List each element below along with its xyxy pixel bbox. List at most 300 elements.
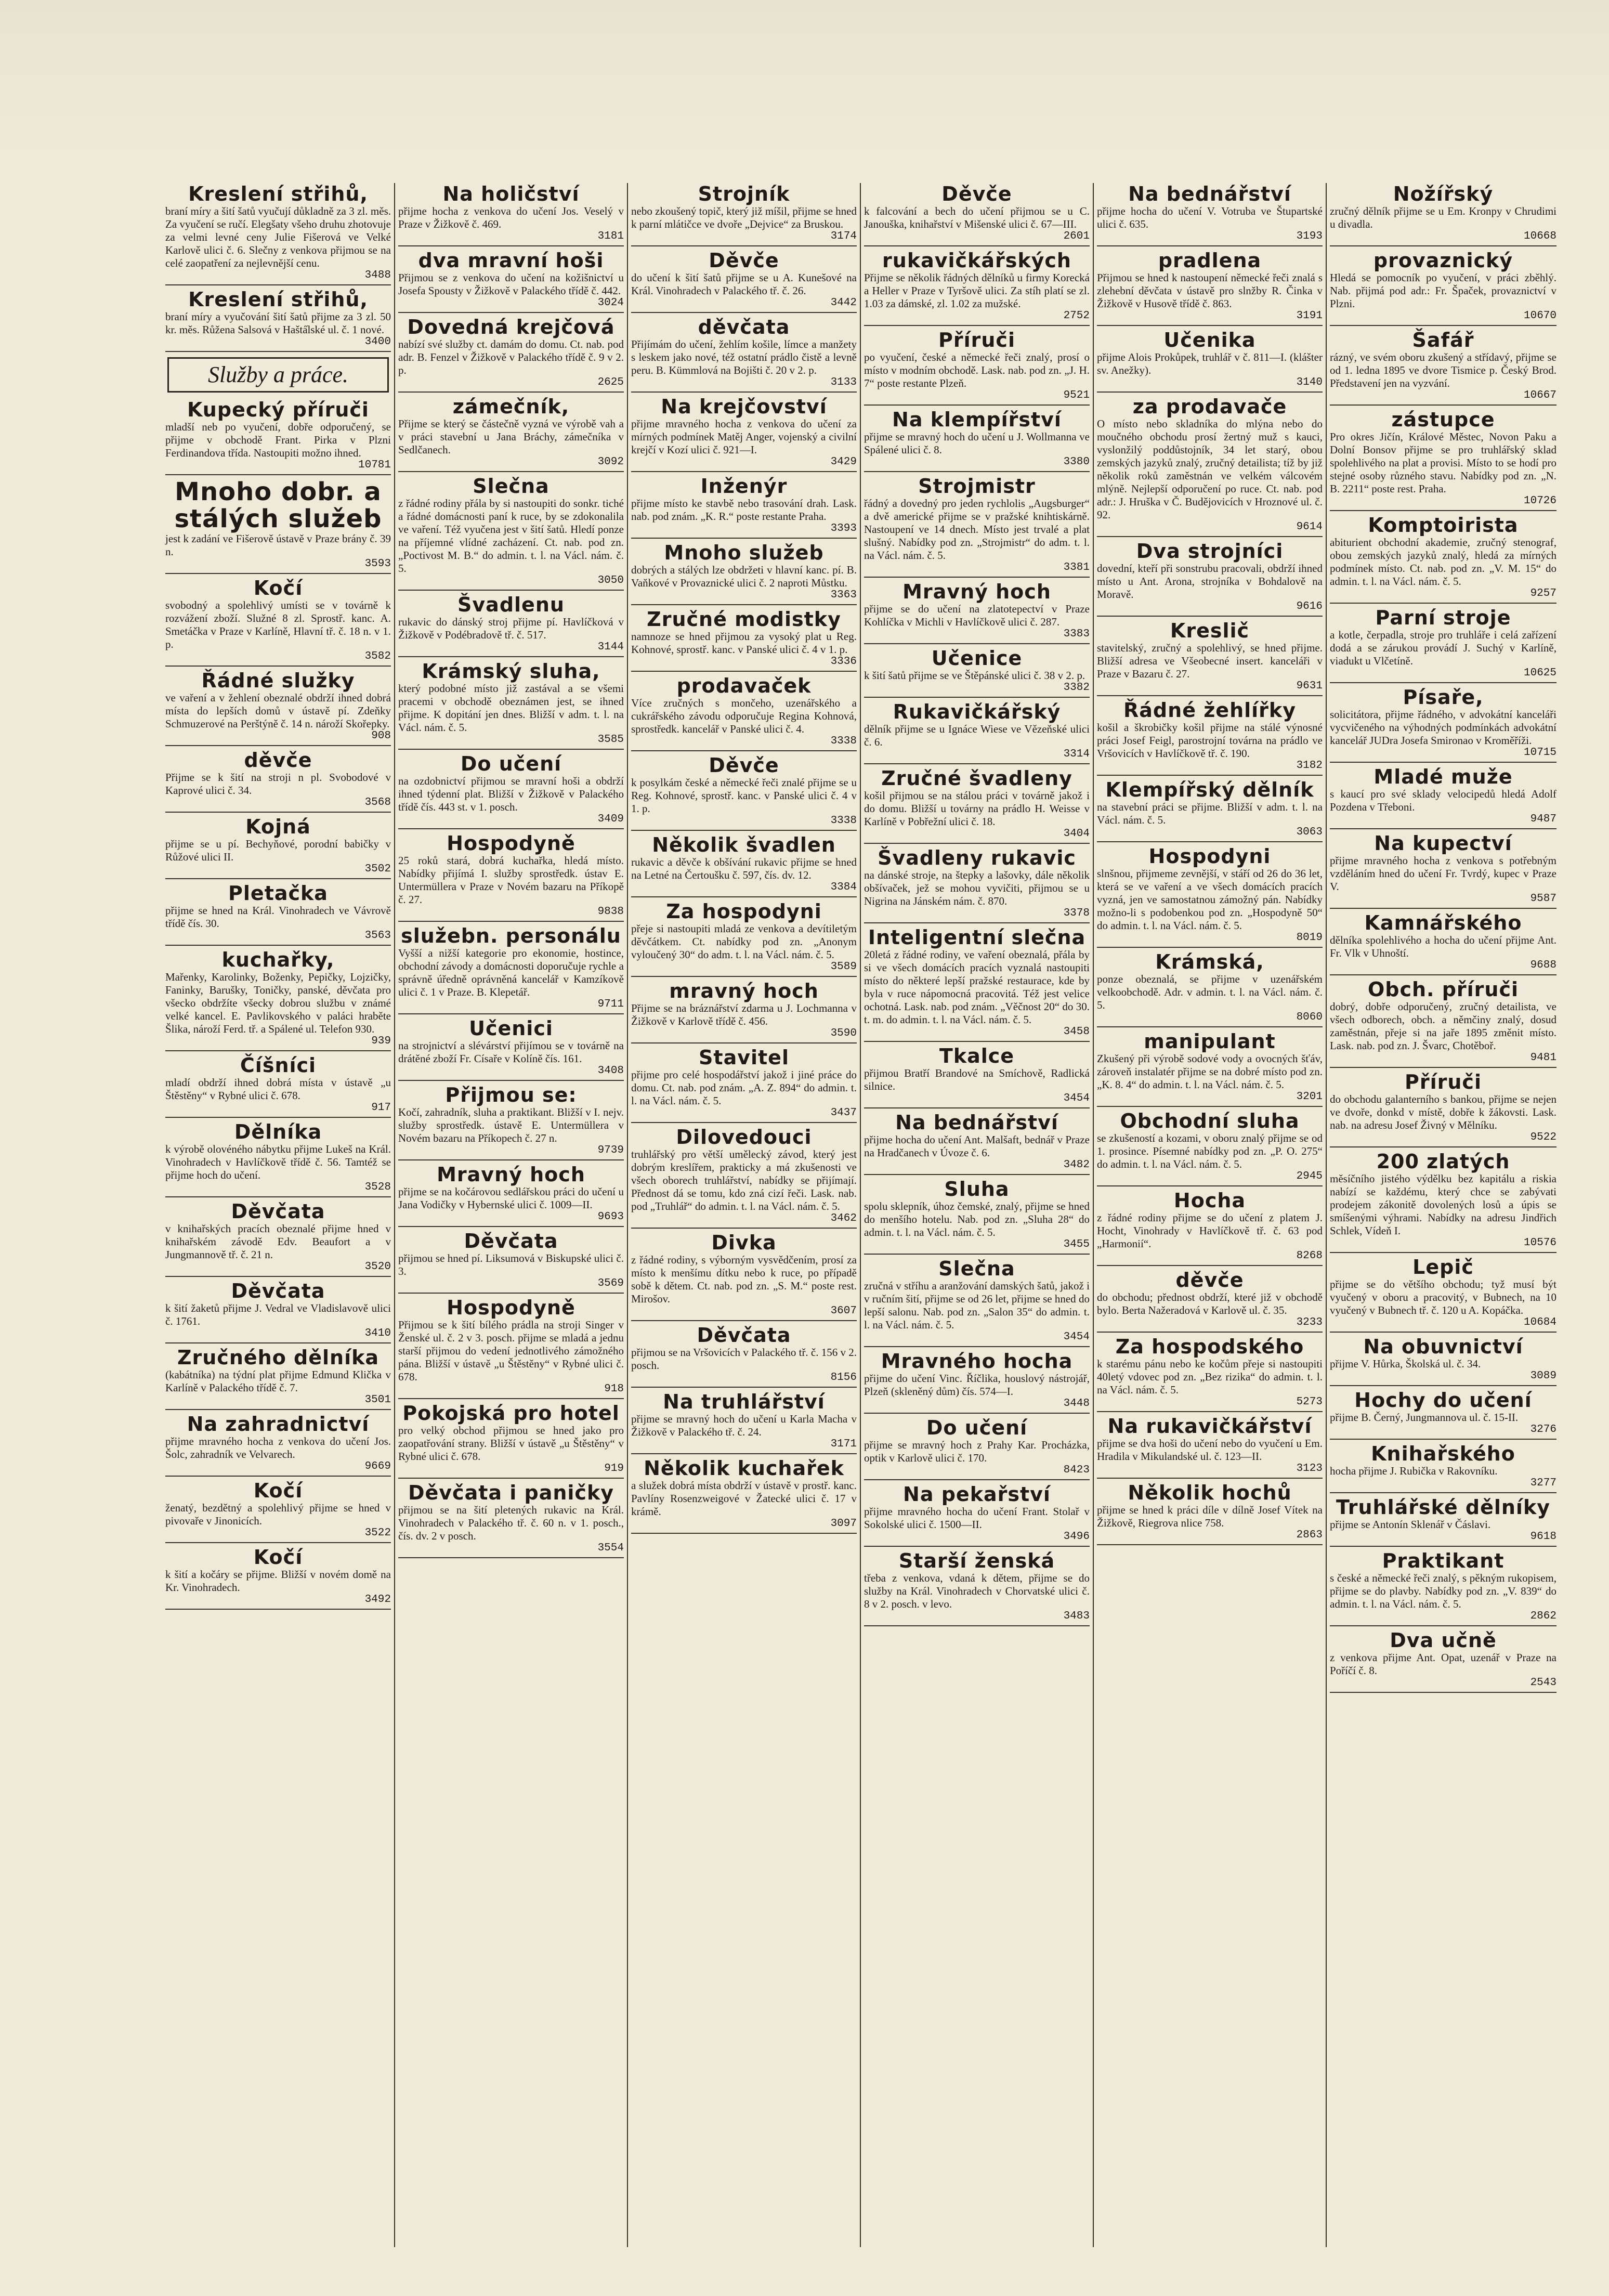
ad-title: Komptoirista	[1368, 514, 1519, 537]
ad-title: Na bednářství	[1128, 183, 1291, 205]
ad-number: 3393	[830, 523, 857, 534]
classified-ad	[1330, 607, 1556, 683]
ad-body: hocha přijme J. Rubička v Rakovníku.	[1330, 1465, 1498, 1477]
ad-number: 10726	[1523, 495, 1556, 507]
ad-title: Kupecký příruči	[187, 398, 369, 421]
ad-number: 3338	[830, 815, 857, 827]
classified-ad	[1097, 1482, 1323, 1545]
classified-ad	[864, 329, 1090, 406]
ad-title: Kreslení střihů,	[188, 183, 368, 205]
ad-number: 9257	[1530, 588, 1556, 599]
ad-title: služebn. personálu	[401, 924, 621, 947]
ad-title: Zručného dělníka	[177, 1346, 380, 1369]
ad-number: 9521	[1063, 389, 1090, 401]
ad-title: Několik hochů	[1128, 1481, 1292, 1504]
classified-ad	[398, 1297, 624, 1399]
ad-number: 2862	[1530, 1610, 1556, 1622]
ad-title: Krámský sluha,	[422, 660, 600, 683]
classified-ad	[1097, 329, 1323, 393]
ad-body: Vyšší a nižší kategorie pro ekonomie, hostince, obchodní závody a domácnosti doporučuje rychle a správně úředně oprávněná kancelář v Kamzíkově ulici č. 1 v Praze. B. Klepetář.	[398, 947, 624, 998]
ad-number: 3563	[364, 930, 391, 942]
ad-number: 9616	[1296, 601, 1323, 612]
ad-title: Řádné služky	[201, 669, 355, 692]
ad-body: přijme se do většího obchodu; tyž musí být vyučený v oboru a pracovitý, v Bubnech, na 10 vyučený v Bubnech tř. č. 120 u A. Kopáčka.	[1330, 1278, 1556, 1316]
ad-title: Na pekařství	[903, 1483, 1051, 1506]
ad-body: Zkušený při výrobě sodové vody a ovocných šťáv, zároveň instalatér přijme se na dobré místo pod zn. „K. 8. 4“ do admin. t. l. na Václ. nám. č. 5.	[1097, 1052, 1323, 1091]
classified-ad	[864, 1258, 1090, 1347]
classified-ad	[1330, 1151, 1556, 1253]
classified-ad	[398, 1017, 624, 1081]
ad-body: třeba z venkova, vdaná k dětem, přijme se do služby na Král. Vinohradech v Chorvatské ulici č. 8 v 2. posch. v levo.	[864, 1572, 1090, 1610]
classified-ad	[165, 816, 391, 879]
ad-body: přijme se Antonín Sklenář v Čáslavi.	[1330, 1518, 1491, 1531]
classified-ad	[1097, 1269, 1323, 1333]
ad-title: Řádné žehlířky	[1123, 699, 1296, 722]
ad-body: přijme hocha do učení V. Votruba ve Štupartské ulici č. 635.	[1097, 205, 1323, 230]
ad-body: k šití a kočáry se přijme. Bližší v novém domě na Kr. Vinohradech.	[165, 1568, 391, 1594]
classified-ad	[165, 1546, 391, 1610]
ad-title: Kamnářského	[1364, 911, 1522, 934]
ad-number: 8423	[1063, 1464, 1090, 1476]
classified-ad	[165, 670, 391, 746]
ad-body: košil a škrobičky košil přijme na stálé výnosné práci Josef Feigl, parostrojní továrna na prádlo ve Vršovicích v Havlíčkově tř. č. 190.	[1097, 721, 1323, 760]
ad-title: Děvčata i paničky	[408, 1481, 614, 1504]
ad-body: nebo zkoušený topič, který již míšil, přijme se hned k parní mlátičce ve dvoře „Dejvice“ za Bruskou.	[631, 205, 857, 230]
ad-title: Zručné švadleny	[881, 767, 1072, 790]
classified-ad	[1330, 1336, 1556, 1386]
classified-ad	[1330, 1389, 1556, 1440]
classified-ad	[1330, 1071, 1556, 1147]
ad-body: Přijme se několik řádných dělníků u firmy Korecká a Heller v Praze v Tyršově ulici. Za stíh platí se zl. 1.03 za dámské, zl. 1.02 za mužské.	[864, 271, 1090, 310]
ad-number: 3408	[597, 1065, 624, 1077]
classified-ad	[1097, 1030, 1323, 1107]
ad-body: přijme V. Hůrka, Školská ul. č. 34.	[1330, 1358, 1481, 1370]
ad-number: 3336	[830, 656, 857, 668]
ad-number: 2945	[1296, 1170, 1323, 1182]
ad-body: solicitátora, přijme řádného, v advokátní kanceláři vycvičeného na výhodných podmínkách advokátní kancelář JUDra Josefa Smironao v Kroměříži.	[1330, 708, 1556, 747]
ad-body: dělník přijme se u Ignáce Wiese ve Vězeňské ulici č. 6.	[864, 723, 1090, 748]
ad-number: 3448	[1063, 1398, 1090, 1410]
ad-number: 3140	[1296, 376, 1323, 388]
ad-title: Obchodní sluha	[1120, 1110, 1300, 1132]
classified-ad	[631, 1391, 857, 1454]
ad-body: přijme se mravný hoch do učení u J. Wollmanna ve Spálené ulici č. 8.	[864, 430, 1090, 456]
ad-title: Kočí	[253, 1479, 303, 1502]
ad-title: Lepič	[1412, 1256, 1474, 1279]
classified-ad	[864, 927, 1090, 1042]
classified-ad	[1330, 912, 1556, 975]
ad-body: přijme hocha z venkova do učení Jos. Veselý v Praze v Žižkově č. 469.	[398, 205, 624, 230]
ad-body: slnšnou, přijmeme zevnější, v stáří od 26 do 36 let, která se ve vaření a ve všech domácích pracích vyzná, jen ve samostatnou zámožný pán. Nabídky možno-li s podobenkou pod zn. „Hospodyně 50“ do admin. t. l. na Václ. nám. č. 5.	[1097, 867, 1323, 932]
classified-ad	[631, 1324, 857, 1388]
classified-ad	[1097, 540, 1323, 617]
ad-body: přijmou Bratří Brandové na Smíchově, Radlická silnice.	[864, 1067, 1090, 1092]
ad-number: 3462	[830, 1212, 857, 1224]
ad-number: 3277	[1530, 1477, 1556, 1489]
ad-body: rázný, ve svém oboru zkušený a střídavý, přijme se od 1. ledna 1895 ve dvore Tismice p. Český Brod. Představení jen na vyzvání.	[1330, 351, 1556, 389]
classified-ad	[1097, 1336, 1323, 1412]
ad-body: s kaucí pro své sklady velocipedů hledá Adolf Pozdena v Třeboni.	[1330, 788, 1556, 813]
ad-body: pro velký obchod přijmou se hned jako pro zaopatřování strany. Bližší v ústavě „u Štěstěny“ v Rybné ulici č. 678.	[398, 1424, 624, 1463]
ad-title: Dva strojníci	[1136, 540, 1284, 563]
ad-number: 10684	[1523, 1316, 1556, 1328]
ad-title: Učenice	[931, 647, 1023, 670]
ad-number: 9739	[597, 1144, 624, 1156]
ad-body: přijme se na kočárovou sedlářskou práci do učení u Jana Vodičky v Hybernské ulici č. 1009—II.	[398, 1185, 624, 1211]
ad-title: Děvčata	[464, 1230, 558, 1253]
classified-ad	[1097, 396, 1323, 537]
classified-ad	[631, 980, 857, 1043]
ad-number: 3502	[364, 863, 391, 875]
ad-title: za prodavače	[1132, 395, 1287, 418]
classified-ad	[631, 1232, 857, 1321]
ad-number: 9522	[1530, 1131, 1556, 1143]
classified-ad	[1330, 686, 1556, 763]
ad-body: Přijmou se z venkova do učení na kožišnictví u Josefa Spousty v Žižkově v Palackého třídě č. 442.	[398, 271, 624, 297]
ad-number: 3191	[1296, 310, 1323, 322]
ad-number: 9688	[1530, 959, 1556, 971]
classified-ad	[398, 1084, 624, 1160]
ad-body: svobodný a spolehlivý umísti se v továrně k rozvážení zboží. Služné 8 zl. Sprostř. kanc. A. Smetáčka v Praze v Karlíně, Hlavní tř. č. 18 n. v 1. p.	[165, 599, 391, 650]
classified-ad	[1330, 979, 1556, 1068]
ad-body: k šití žaketů přijme J. Vedral ve Vladislavově ulici č. 1761.	[165, 1302, 391, 1327]
classified-ad	[165, 1121, 391, 1197]
ad-title: Slečna	[938, 1257, 1015, 1280]
ad-title: Pokojská pro hotel	[402, 1402, 620, 1425]
ad-title: Truhlářské dělníky	[1336, 1496, 1550, 1519]
classified-ad	[631, 475, 857, 539]
column-1	[162, 183, 395, 2247]
ad-title: Hochy do učení	[1354, 1389, 1532, 1412]
ad-number: 3171	[830, 1438, 857, 1450]
ad-title: Příruči	[1405, 1071, 1482, 1093]
ad-number: 917	[371, 1102, 391, 1114]
ad-number: 3496	[1063, 1531, 1090, 1543]
ad-body: Přijme se který se částečně vyzná ve výrobě vah a v práci stavební u Jana Bráchy, zámečníka v Sedlčanech.	[398, 418, 624, 456]
classified-ad	[864, 701, 1090, 764]
ad-body: abiturient obchodní akademie, zručný stenograf, obou zemských jazyků znalý, hledá za mírných podmínek místo. Ct. nab. pod zn. „V. M. 15“ do admin. t. l. na Václ. nám. č. 5.	[1330, 536, 1556, 588]
ad-title: manipulant	[1144, 1030, 1276, 1053]
classified-ad	[864, 581, 1090, 644]
ad-body: který podobné místo již zastával a se všemi pracemi v obchodě obeznámen jest, se ihned přijme. K dopitání jen dnes. Bližší v adm. t. l. na Václ. nám. č. 5.	[398, 682, 624, 734]
ad-number: 3458	[1063, 1026, 1090, 1038]
ad-number: 3410	[364, 1327, 391, 1339]
classified-ad	[864, 1178, 1090, 1255]
classified-ad	[864, 1550, 1090, 1626]
ad-body: řádný a dovedný pro jeden rychlolis „Augsburger“ a dvě americké přijme se v pražské knihtiskárně. Nastoupení ve 14 dnech. Místo jest trvalé a plat slušný. Nabídky pod zn. „Strojmistr“ do adm. t. l. na Václ. nám. č. 5.	[864, 497, 1090, 562]
classified-ad	[864, 767, 1090, 844]
classified-ad	[1097, 620, 1323, 696]
ad-number: 3181	[597, 230, 624, 242]
ad-body: dovední, kteří při sonstrubu pracovali, obdrží ihned místo u Ant. Arona, strojníka v Bohdalově na Moravě.	[1097, 562, 1323, 601]
ad-number: 2601	[1063, 230, 1090, 242]
ad-body: přijme místo ke stavbě nebo trasování drah. Lask. nab. pod znám. „K. R.“ poste restante Praha.	[631, 497, 857, 523]
ad-body: Přijímám do učení, žehlím košile, límce a manžety s leskem jako nové, též ostatní prádlo čistě a levně peru. B. Kümmlová na Bojišti č. 20 v 2. p.	[631, 338, 857, 376]
classified-ad	[398, 1230, 624, 1294]
ad-title: děvčata	[698, 316, 790, 338]
ad-title: zámečník,	[452, 395, 570, 418]
classified-ad	[398, 925, 624, 1014]
ad-number: 9669	[364, 1460, 391, 1472]
classified-ad	[1097, 699, 1323, 776]
ad-body: s české a německé řeči znalý, s pěkným rukopisem, přijme se do plavby. Nabídky pod zn. „V. 839“ do admin. t. l. na Václ. nám. č. 5.	[1330, 1572, 1556, 1610]
classified-ad	[631, 396, 857, 472]
ad-title: Rukavičkářský	[893, 700, 1061, 723]
ad-title: Přijmou se:	[445, 1084, 577, 1106]
ad-body: nabízí své služby ct. damám do domu. Ct. nab. pod adr. B. Fenzel v Žižkově v Palackého třídě č. 9 v 2. p.	[398, 338, 624, 376]
ad-title: Na krejčovství	[661, 395, 827, 418]
ad-number: 9693	[597, 1211, 624, 1223]
ad-number: 8156	[830, 1372, 857, 1384]
ad-body: zručná v stříhu a aranžování damských šatů, jakož i v ručním šití, přijme se od 26 let, přijme se hned do lepší salonu. Nab. pod zn. „Salon 35“ do admin. t. l. na Václ. nám. č. 5.	[864, 1280, 1090, 1331]
ad-number: 3483	[1063, 1610, 1090, 1622]
ad-number: 3050	[597, 575, 624, 586]
ad-number: 908	[371, 730, 391, 742]
classified-ad	[398, 1164, 624, 1227]
ad-title: Knihařského	[1371, 1442, 1515, 1465]
ad-body: k posylkám české a německé řeči znalé přijme se u Reg. Kohnové, sprostř. kanc. v Panské ulici č. 4 v 1. p.	[631, 776, 857, 815]
ad-number: 3590	[830, 1027, 857, 1039]
ad-number: 3568	[364, 797, 391, 808]
ad-body: přijme se hned na Král. Vinohradech ve Vávrově třídě čís. 30.	[165, 904, 391, 930]
ad-body: přijme B. Černý, Jungmannova ul. č. 15-II.	[1330, 1411, 1519, 1424]
ad-body: se zkušeností a kozami, v oboru znalý přijme se od 1. prosince. Písemné nabídky pod zn. „P. O. 275“ do admin. t. l. na Václ. nám. č. 5.	[1097, 1132, 1323, 1170]
ad-title: Na bednářství	[895, 1111, 1058, 1134]
ad-number: 3554	[597, 1542, 624, 1554]
ad-number: 3528	[364, 1181, 391, 1193]
classified-ad	[864, 1112, 1090, 1175]
ad-body: rukavic a děvče k obšívání rukavic přijme se hned na Letné na Čertoušku č. 597, čís. dv. 12.	[631, 856, 857, 881]
classified-ad	[631, 250, 857, 313]
ad-title: Krámská,	[1155, 950, 1264, 973]
ad-body: Přijme se k šití na stroji n pl. Svobodové v Kaprové ulici č. 34.	[165, 771, 391, 797]
ad-number: 3593	[364, 558, 391, 570]
ad-title: Děvče	[709, 249, 779, 272]
classified-ad	[165, 749, 391, 813]
classified-ad	[398, 250, 624, 313]
ad-number: 8060	[1296, 1011, 1323, 1023]
classified-ad	[864, 409, 1090, 472]
ad-number: 3437	[830, 1107, 857, 1119]
ad-body: braní míry a vyučování šití šatů přijme za 3 zl. 50 kr. měs. Růžena Salsová v Hašta̋lské ul. č. 1 nové.	[165, 310, 391, 336]
ad-title: Mravného hocha	[881, 1350, 1073, 1373]
ad-body: přijme se dva hoši do učení nebo do vyučení u Em. Hradila v Mikulandské ul. č. 123—II.	[1097, 1437, 1323, 1463]
ad-title: Mnoho služeb	[664, 541, 824, 564]
ad-title: Učenici	[469, 1017, 553, 1040]
ad-number: 3201	[1296, 1091, 1323, 1103]
ad-number: 2752	[1063, 310, 1090, 322]
classified-ad	[1330, 1496, 1556, 1547]
ad-body: přijme mravného hocha z venkova do učení Jos. Šolc, zahradník ve Velvarech.	[165, 1435, 391, 1460]
classified-ad	[864, 250, 1090, 326]
ad-body: namnoze se hned přijmou za vysoký plat u Reg. Kohnové, sprostř. kanc. v Panské ulici č. 4 v 1. p.	[631, 630, 857, 656]
classified-ad	[1097, 183, 1323, 246]
classified-ad	[1330, 832, 1556, 909]
ad-body: z řádné rodiny, s výborným vysvědčením, prosí za místo k menšímu dítku nebo k ruce, po případě sobě k dětem. Ct. nab. pod zn. „S. M.“ poste rest. Mirošov.	[631, 1254, 857, 1305]
ad-body: do obchodu galanterního s bankou, přijme se nejen ve dvoře, donkd v místě, dobře k žákovsti. Lask. nab. na adresu Josef Živný v Mělníku.	[1330, 1093, 1556, 1131]
ad-title: Na kupectví	[1374, 832, 1512, 855]
ad-number: 3144	[597, 641, 624, 653]
ad-number: 2625	[597, 376, 624, 388]
ad-number: 3454	[1063, 1331, 1090, 1343]
classified-ad	[1097, 1190, 1323, 1266]
ad-number: 919	[604, 1463, 624, 1475]
classified-ad	[398, 183, 624, 246]
ad-title: Na holičství	[442, 183, 580, 205]
ad-number: 3233	[1296, 1316, 1323, 1328]
classified-ad	[165, 1347, 391, 1410]
ad-title: Hospodyni	[1148, 845, 1271, 868]
ad-title: Švadleny rukavic	[878, 846, 1076, 869]
ad-number: 3520	[364, 1261, 391, 1273]
classified-ad	[631, 1457, 857, 1534]
ad-body: po vyučení, české a německé řeči znalý, prosí o místo v modním obchodě. Lask. nab. pod zn. „J. H. 7“ poste restante Plzeň.	[864, 351, 1090, 389]
ad-title: Klempířský dělník	[1105, 778, 1314, 801]
ad-title: Mravný hoch	[902, 580, 1051, 603]
ad-title: Příruči	[938, 329, 1015, 351]
ad-title: Zručné modistky	[647, 608, 841, 631]
classified-ad	[1097, 779, 1323, 842]
ad-title: Starší ženská	[898, 1549, 1055, 1572]
ad-number: 918	[604, 1383, 624, 1395]
classified-ad	[1330, 329, 1556, 406]
ad-number: 5273	[1296, 1396, 1323, 1408]
ad-number: 3314	[1063, 748, 1090, 760]
ad-title: Hocha	[1173, 1189, 1246, 1212]
ad-number: 8268	[1296, 1250, 1323, 1262]
ad-title: Děvčata	[231, 1200, 325, 1223]
ad-title: kuchařky,	[221, 948, 335, 971]
ad-body: 25 roků stará, dobrá kuchařka, hledá místo. Nabídky přijímá I. služby sprostředk. ústav E. Untermüllera v Praze v Novém bazaru na Příkopě č. 27.	[398, 854, 624, 906]
ad-title: Na truhlářství	[663, 1390, 825, 1413]
ad-number: 9618	[1530, 1531, 1556, 1543]
ad-body: v knihařských pracích obeznalé přijme hned v knihařském závodě Edv. Beaufort a v Jungmannově tř. č. 21 n.	[165, 1222, 391, 1261]
ad-body: ponze obeznalá, se přijme v uzenářském velkoobchodě. Adr. v admin. t. l. na Václ. nám. č. 5.	[1097, 973, 1323, 1011]
ad-number: 10670	[1523, 310, 1556, 322]
ad-number: 8019	[1296, 932, 1323, 944]
ad-number: 3442	[830, 297, 857, 309]
classified-ad	[398, 1402, 624, 1479]
ad-body: ženatý, bezdětný a spolehlivý přijme se hned v pivovaře v Jinonicích.	[165, 1502, 391, 1527]
classified-ad	[165, 577, 391, 667]
ad-number: 3380	[1063, 456, 1090, 468]
classified-ad	[631, 608, 857, 672]
ad-number: 3455	[1063, 1238, 1090, 1250]
ad-title: Na klempířství	[892, 408, 1062, 431]
ad-body: jest k zadání ve Fišerově ústavě v Praze brány č. 39 n.	[165, 532, 391, 558]
classified-ad	[1330, 514, 1556, 604]
classified-ad	[165, 1413, 391, 1477]
ad-body: dobrý, dobře odporučený, zručný detailista, ve všech odborech, obch. a němčiny znalý, dosud zaměstnán, přeje si na jaře 1895 změnit místo. Lask. nab. pod zn. J. Švarc, Chotěboř.	[1330, 1000, 1556, 1052]
ad-body: z řádné rodiny přijme se do učení z platem J. Hocht, Vinohrady v Havlíčkově tř. č. 63 pod „Harmonií“.	[1097, 1211, 1323, 1250]
ad-title: Číšníci	[240, 1054, 317, 1077]
ad-number: 10667	[1523, 389, 1556, 401]
ad-title: mravný hoch	[669, 980, 819, 1002]
classified-ad	[1097, 1415, 1323, 1479]
ad-body: rukavic do dánský stroj přijme pí. Havlíčková v Žižkově v Podébradově tř. č. 517.	[398, 616, 624, 641]
ad-title: Strojník	[698, 183, 790, 205]
ad-body: k starému pánu nebo ke kočům přeje si nastoupiti 40letý vdovec pod zn. „Bez rizika“ do admin. t. l. na Václ. nám. č. 5.	[1097, 1358, 1323, 1396]
classified-ad	[165, 399, 391, 475]
ad-body: na ozdobnictví přijmou se mravní hoši a obdrží ihned týdenní plat. Bližší v Žižkově v Palackého třídě čís. 443 st. v 1. posch.	[398, 775, 624, 813]
classified-ad	[864, 183, 1090, 246]
ad-title: Hospodyně	[447, 1296, 575, 1319]
classified-ad	[864, 647, 1090, 698]
ad-title: Na obuvnictví	[1363, 1335, 1523, 1358]
classified-ad	[1097, 250, 1323, 326]
ad-title: rukavičkářských	[882, 249, 1071, 272]
ad-body: Více zručných s mončeho, uzenářského a cukrářského závodu odporučuje Regina Kohnová, sprostředk. kancelář v Panské ulici č. 4.	[631, 697, 857, 735]
classified-ad	[165, 1201, 391, 1277]
ad-body: do učení k šití šatů přijme se u A. Kunešové na Král. Vinohradech v Palackého tř. č. 26.	[631, 271, 857, 297]
ad-body: truhlářský pro větší umělecký závod, který jest dobrým kreslířem, prakticky a má zkušenosti ve všech oborech truhlářství, nabídky se přijímají. Přednost dá se tomu, kdo zná cizí řeči. Lask. nab. pod „Truhlář“ do admin. t. l. na Václ. nám. č. 5.	[631, 1148, 857, 1212]
ad-title: Za hospodyni	[666, 900, 822, 923]
ad-body: a služek dobrá místa obdrží v ústavě v prostř. kanc. Pavlíny Rosenzweigové v Žatecké ulici č. 17 v krámě.	[631, 1479, 857, 1518]
ad-body: mladší neb po vyučení, dobře odporučený, se přijme v obchodě Frant. Pirka v Plzni Ferdinandova třída. Nastoupiti možno ihned.	[165, 421, 391, 459]
ad-number: 9614	[1296, 521, 1323, 533]
ad-title: prodavaček	[676, 674, 812, 697]
ad-title: Děvče	[941, 183, 1012, 205]
ad-title: Několik kuchařek	[644, 1457, 844, 1480]
classified-ad	[1330, 1256, 1556, 1333]
column-2	[395, 183, 628, 2247]
ad-number: 9838	[597, 906, 624, 918]
ad-title: Kočí	[253, 577, 303, 599]
ad-number: 3384	[830, 881, 857, 893]
ad-body: dělníka spolehlivého a hocha do učení přijme Ant. Fr. Vlk v Uhnoští.	[1330, 934, 1556, 959]
classified-ad	[1330, 1443, 1556, 1493]
classified-ad	[165, 478, 391, 574]
ad-body: přijmou se na Vršovicích v Palackého tř. č. 156 v 2. posch.	[631, 1346, 857, 1372]
ad-title: Za hospodského	[1115, 1335, 1304, 1358]
ad-title: Do učení	[460, 752, 562, 775]
classified-ad	[631, 183, 857, 246]
ad-title: Několik švadlen	[652, 833, 836, 856]
section-header: Služby a práce.	[167, 357, 389, 393]
classified-ad	[1330, 766, 1556, 829]
classified-ad	[631, 901, 857, 977]
ad-body: Kočí, zahradník, sluha a praktikant. Bližší v I. nejv. služby sprostředk. ústavě E. Untermüllera v Novém bazaru na Příkopech č. 27 n.	[398, 1106, 624, 1144]
classified-ad	[165, 1280, 391, 1343]
ad-title: Pletačka	[228, 882, 328, 905]
ad-number: 3193	[1296, 230, 1323, 242]
ad-body: na strojnictví a slévárství přijímou se v továrně na drátěné zboží Fr. Císaře v Kolíně čís. 161.	[398, 1039, 624, 1065]
classified-ad	[165, 183, 391, 285]
ad-number: 3097	[830, 1518, 857, 1530]
classified-ad	[864, 1483, 1090, 1547]
ad-body: přijmou se hned pí. Liksumová v Biskupské ulici č. 3.	[398, 1252, 624, 1277]
ad-title: 200 zlatých	[1376, 1150, 1510, 1173]
ad-title: Děvčata	[697, 1324, 791, 1347]
top-margin	[0, 0, 1609, 156]
ad-body: přijme mravného hocha z venkova s potřebným vzděláním hned do učení Fr. Tvrdý, kupec v Praze V.	[1330, 854, 1556, 893]
classified-ad	[165, 1480, 391, 1543]
ad-number: 3582	[364, 650, 391, 662]
classified-ad	[631, 675, 857, 751]
ad-title: Divka	[711, 1231, 777, 1254]
ad-title: Dilovedouci	[676, 1126, 812, 1149]
ad-number: 3482	[1063, 1159, 1090, 1171]
ad-body: přijme mravného hocha z venkova do učení za mírných podmínek Matěj Anger, vojenský a civilní krejčí v Kozí ulici č. 921—I.	[631, 418, 857, 456]
column-6	[1327, 183, 1560, 2247]
ad-title: Kreslič	[1170, 619, 1250, 642]
ad-title: Obch. příruči	[1367, 978, 1519, 1001]
classified-ad	[864, 1417, 1090, 1480]
ad-title: Kočí	[253, 1546, 303, 1569]
classified-ad	[631, 316, 857, 393]
ad-title: Sluha	[944, 1178, 1010, 1201]
ad-body: k výrobě olovéného nábytku přijme Lukeš na Král. Vinohradech v Havlíčkově třídě č. 56. Tamtéž se přijme hoch do učení.	[165, 1143, 391, 1181]
